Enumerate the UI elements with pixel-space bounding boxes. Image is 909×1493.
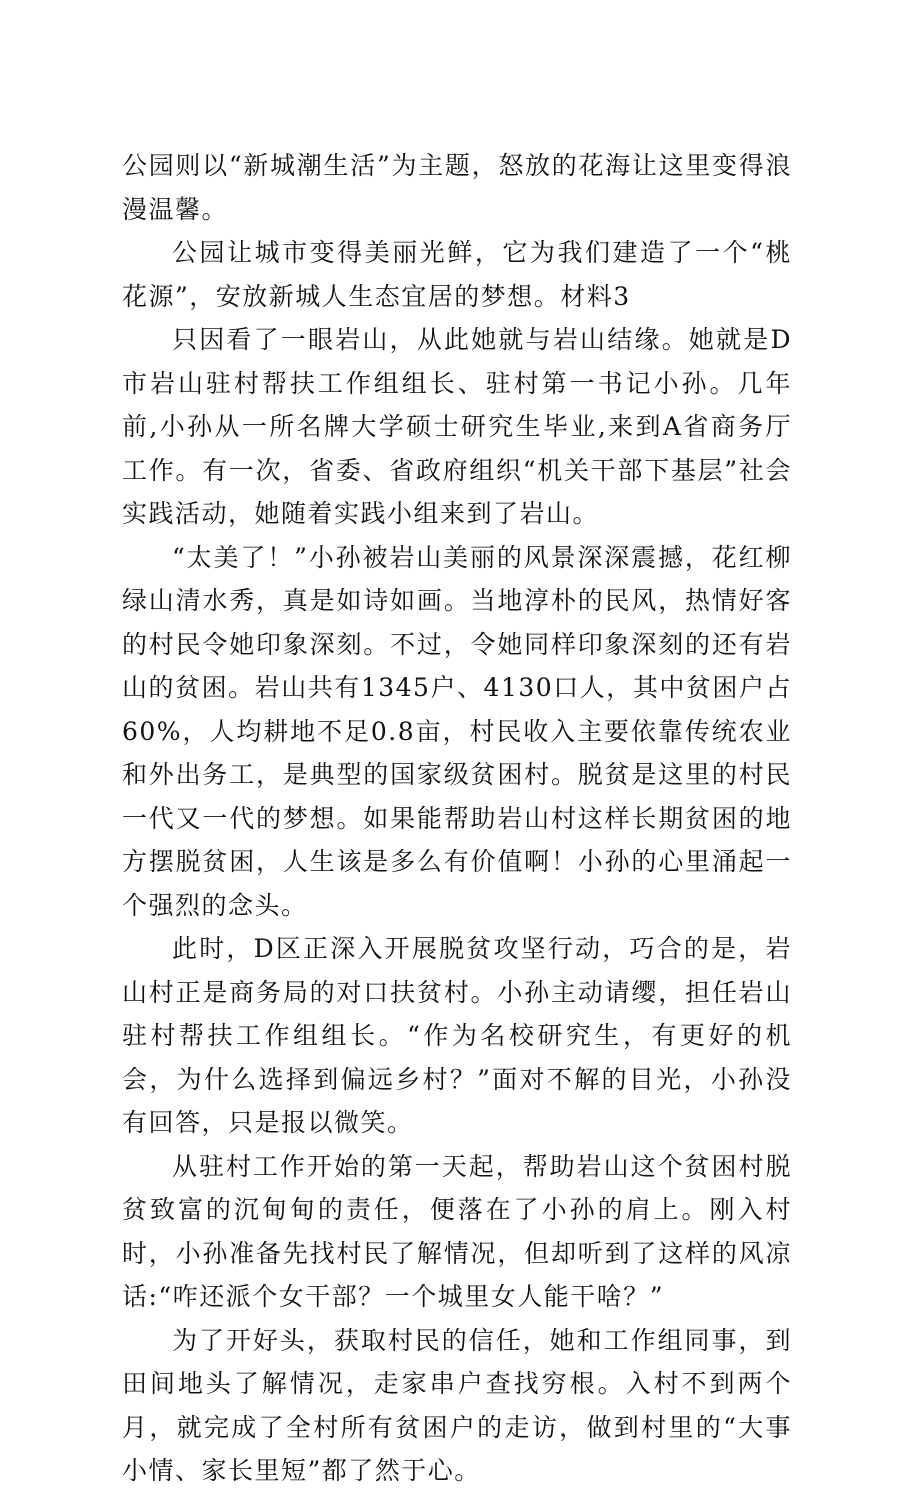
paragraph-3: 只因看了一眼岩山，从此她就与岩山结缘。她就是D市岩山驻村帮扶工作组组长、驻村第一书记小孙。几年前,小孙从一所名牌大学硕士研究生毕业,来到A省商务厅工作。有一次，省委、省政府组织“机关干部下基层”社会实践活动，她随着实践小组来到了岩山。: [122, 325, 792, 528]
paragraph-2: 公园让城市变得美丽光鲜，它为我们建造了一个“桃花源”，安放新城人生态宜居的梦想。材料3: [122, 238, 792, 311]
document-page: [122, 144, 792, 1493]
paragraph-7: 为了开好头，获取村民的信任，她和工作组同事，到田间地头了解情况，走家串户查找穷根。入村不到两个月，就完成了全村所有贫困户的走访，做到村里的“大事小情、家长里短”都了然于心。: [122, 1325, 792, 1485]
paragraph-6: 从驻村工作开始的第一天起，帮助岩山这个贫困村脱贫致富的沉甸甸的责任，便落在了小孙的肩上。刚入村时，小孙准备先找村民了解情况，但却听到了这样的风凉话:“咋还派个女干部？一个城里女人能干啥？”: [122, 1151, 792, 1311]
paragraph-4: “太美了！”小孙被岩山美丽的风景深深震撼，花红柳绿山清水秀，真是如诗如画。当地淳朴的民风，热情好客的村民令她印象深刻。不过，令她同样印象深刻的还有岩山的贫困。岩山共有1345户、4130口人，其中贫困户占60%，人均耕地不足0.8亩，村民收入主要依靠传统农业和外出务工，是典型的国家级贫困村。脱贫是这里的村民一代又一代的梦想。如果能帮助岩山村这样长期贫困的地方摆脱贫困，人生该是多么有价值啊！小孙的心里涌起一个强烈的念头。: [122, 542, 792, 920]
paragraph-5: 此时，D区正深入开展脱贫攻坚行动，巧合的是，岩山村正是商务局的对口扶贫村。小孙主动请缨，担任岩山驻村帮扶工作组组长。“作为名校研究生，有更好的机会，为什么选择到偏远乡村？”面对不解的目光，小孙没有回答，只是报以微笑。: [122, 934, 792, 1137]
paragraph-1: 公园则以“新城潮生活”为主题，怒放的花海让这里变得浪漫温馨。: [122, 151, 792, 224]
